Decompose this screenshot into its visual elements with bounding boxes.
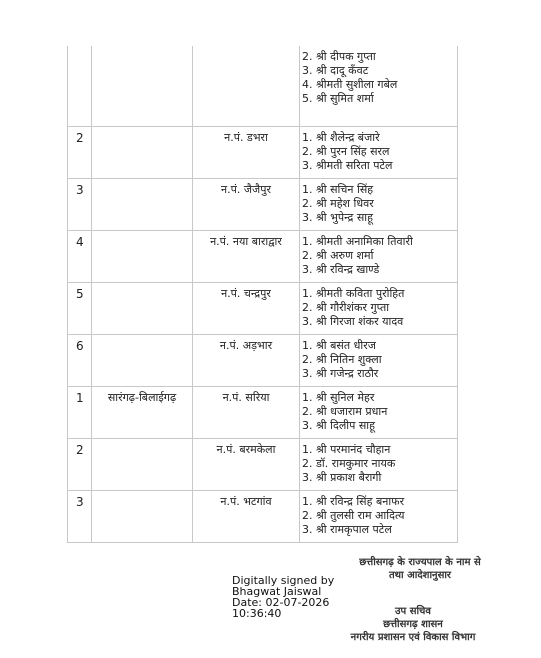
signature-name: Bhagwat Jaiswal bbox=[232, 585, 322, 598]
table-row bbox=[68, 282, 458, 334]
table-row bbox=[68, 334, 458, 386]
order-line-1: छत्तीसगढ़ के राज्यपाल के नाम से bbox=[359, 557, 481, 568]
members-cell bbox=[300, 178, 458, 230]
table-row bbox=[68, 126, 458, 178]
member-name: 3. श्री रविन्द्र खाण्डे bbox=[302, 262, 380, 276]
officer-department: नगरीय प्रशासन एवं विकास विभाग bbox=[350, 632, 476, 643]
member-name: 2. श्री पुरन सिंह सरल bbox=[302, 144, 390, 158]
member-name: 1. श्रीमती कविता पुरोहित bbox=[302, 286, 405, 300]
district-cell: सारंगढ़-बिलाईगढ़ bbox=[92, 386, 193, 438]
table-row bbox=[68, 386, 458, 438]
municipal-body-cell: न.पं. नया बाराद्वार bbox=[193, 230, 300, 282]
members-cell bbox=[300, 334, 458, 386]
member-name: 2. डॉ. रामकुमार नायक bbox=[302, 456, 396, 470]
district-cell bbox=[92, 490, 193, 542]
municipal-body-cell bbox=[193, 46, 300, 126]
municipal-body-cell: न.पं. चन्द्रपुर bbox=[193, 282, 300, 334]
table-row bbox=[68, 438, 458, 490]
serial-number-cell: 5 bbox=[68, 282, 92, 334]
member-name: 3. श्री गजेन्द्र राठौर bbox=[302, 366, 379, 380]
district-cell bbox=[92, 126, 193, 178]
district-cell bbox=[92, 438, 193, 490]
member-name: 2. श्री तुलसी राम आदित्य bbox=[302, 508, 405, 522]
member-name: 5. श्री सुमित शर्मा bbox=[302, 92, 374, 105]
municipal-body-cell: न.पं. डभरा bbox=[193, 126, 300, 178]
municipal-body-cell: न.पं. अड़भार bbox=[193, 334, 300, 386]
order-line-2: तथा आदेशानुसार bbox=[388, 570, 452, 581]
member-name: 3. श्री दादू कँवट bbox=[302, 64, 369, 77]
serial-number-cell: 6 bbox=[68, 334, 92, 386]
members-cell bbox=[300, 490, 458, 542]
district-cell bbox=[92, 230, 193, 282]
serial-number-cell: 4 bbox=[68, 230, 92, 282]
member-name: 2. श्री अरुण शर्मा bbox=[302, 248, 374, 262]
member-name: 2. श्री दीपक गुप्ता bbox=[302, 50, 376, 63]
order-stamp bbox=[352, 556, 488, 582]
municipal-body-cell: न.पं. बरमकेला bbox=[193, 438, 300, 490]
district-cell bbox=[92, 334, 193, 386]
members-cell bbox=[300, 126, 458, 178]
serial-number-cell: 3 bbox=[68, 490, 92, 542]
member-name: 1. श्री बसंत धीरज bbox=[302, 338, 376, 352]
municipal-body-cell: न.पं. सरिया bbox=[193, 386, 300, 438]
member-name: 2. श्री नितिन शुक्ला bbox=[302, 352, 382, 366]
officer-government: छत्तीसगढ़ शासन bbox=[383, 619, 443, 630]
member-name: 1. श्री सचिन सिंह bbox=[302, 182, 374, 196]
municipal-body-cell: न.पं. जैजैपुर bbox=[193, 178, 300, 230]
member-name: 4. श्रीमती सुशीला गबेल bbox=[302, 78, 398, 91]
table-row bbox=[68, 490, 458, 542]
member-name: 1. श्री परमानंद चौहान bbox=[302, 442, 391, 456]
table-row bbox=[68, 178, 458, 230]
members-cell bbox=[300, 438, 458, 490]
members-cell bbox=[300, 282, 458, 334]
signature-time: 10:36:40 bbox=[232, 607, 282, 620]
serial-number-cell: 2 bbox=[68, 126, 92, 178]
member-name: 3. श्री दिलीप साहू bbox=[302, 418, 375, 432]
member-name: 3. श्रीमती सरिता पटेल bbox=[302, 158, 393, 172]
officer-stamp bbox=[338, 605, 488, 644]
member-name: 2. श्री महेश धिवर bbox=[302, 196, 374, 210]
member-name: 2. श्री गौरीशंकर गुप्ता bbox=[302, 300, 390, 314]
member-name: 3. श्री भुपेन्द्र साहू bbox=[302, 210, 373, 224]
member-name: 1. श्री शैलेन्द्र बंजारे bbox=[302, 130, 380, 144]
member-name: 1. श्री सुनिल मेहर bbox=[302, 390, 375, 404]
table-row bbox=[68, 46, 458, 126]
serial-number-cell bbox=[68, 46, 92, 126]
district-cell bbox=[92, 46, 193, 126]
member-name: 3. श्री गिरजा शंकर यादव bbox=[302, 314, 404, 328]
district-cell bbox=[92, 282, 193, 334]
district-cell bbox=[92, 178, 193, 230]
digital-signature bbox=[232, 575, 334, 619]
member-name: 3. श्री रामकृपाल पटेल bbox=[302, 522, 392, 536]
members-cell bbox=[300, 386, 458, 438]
members-cell bbox=[300, 46, 458, 126]
member-name: 2. श्री धजाराम प्रधान bbox=[302, 404, 388, 418]
signature-line-1: Digitally signed by bbox=[232, 574, 335, 587]
officer-designation: उप सचिव bbox=[395, 606, 431, 617]
signature-date: Date: 02-07-2026 bbox=[232, 596, 330, 609]
member-name: 3. श्री प्रकाश बैरागी bbox=[302, 470, 382, 484]
members-table-body bbox=[68, 46, 458, 542]
municipal-body-cell: न.पं. भटगांव bbox=[193, 490, 300, 542]
member-name: 1. श्रीमती अनामिका तिवारी bbox=[302, 234, 413, 248]
member-name: 1. श्री रविन्द्र सिंह बनाफर bbox=[302, 494, 405, 508]
table-row bbox=[68, 230, 458, 282]
serial-number-cell: 3 bbox=[68, 178, 92, 230]
members-cell bbox=[300, 230, 458, 282]
serial-number-cell: 1 bbox=[68, 386, 92, 438]
members-table bbox=[67, 46, 458, 543]
serial-number-cell: 2 bbox=[68, 438, 92, 490]
